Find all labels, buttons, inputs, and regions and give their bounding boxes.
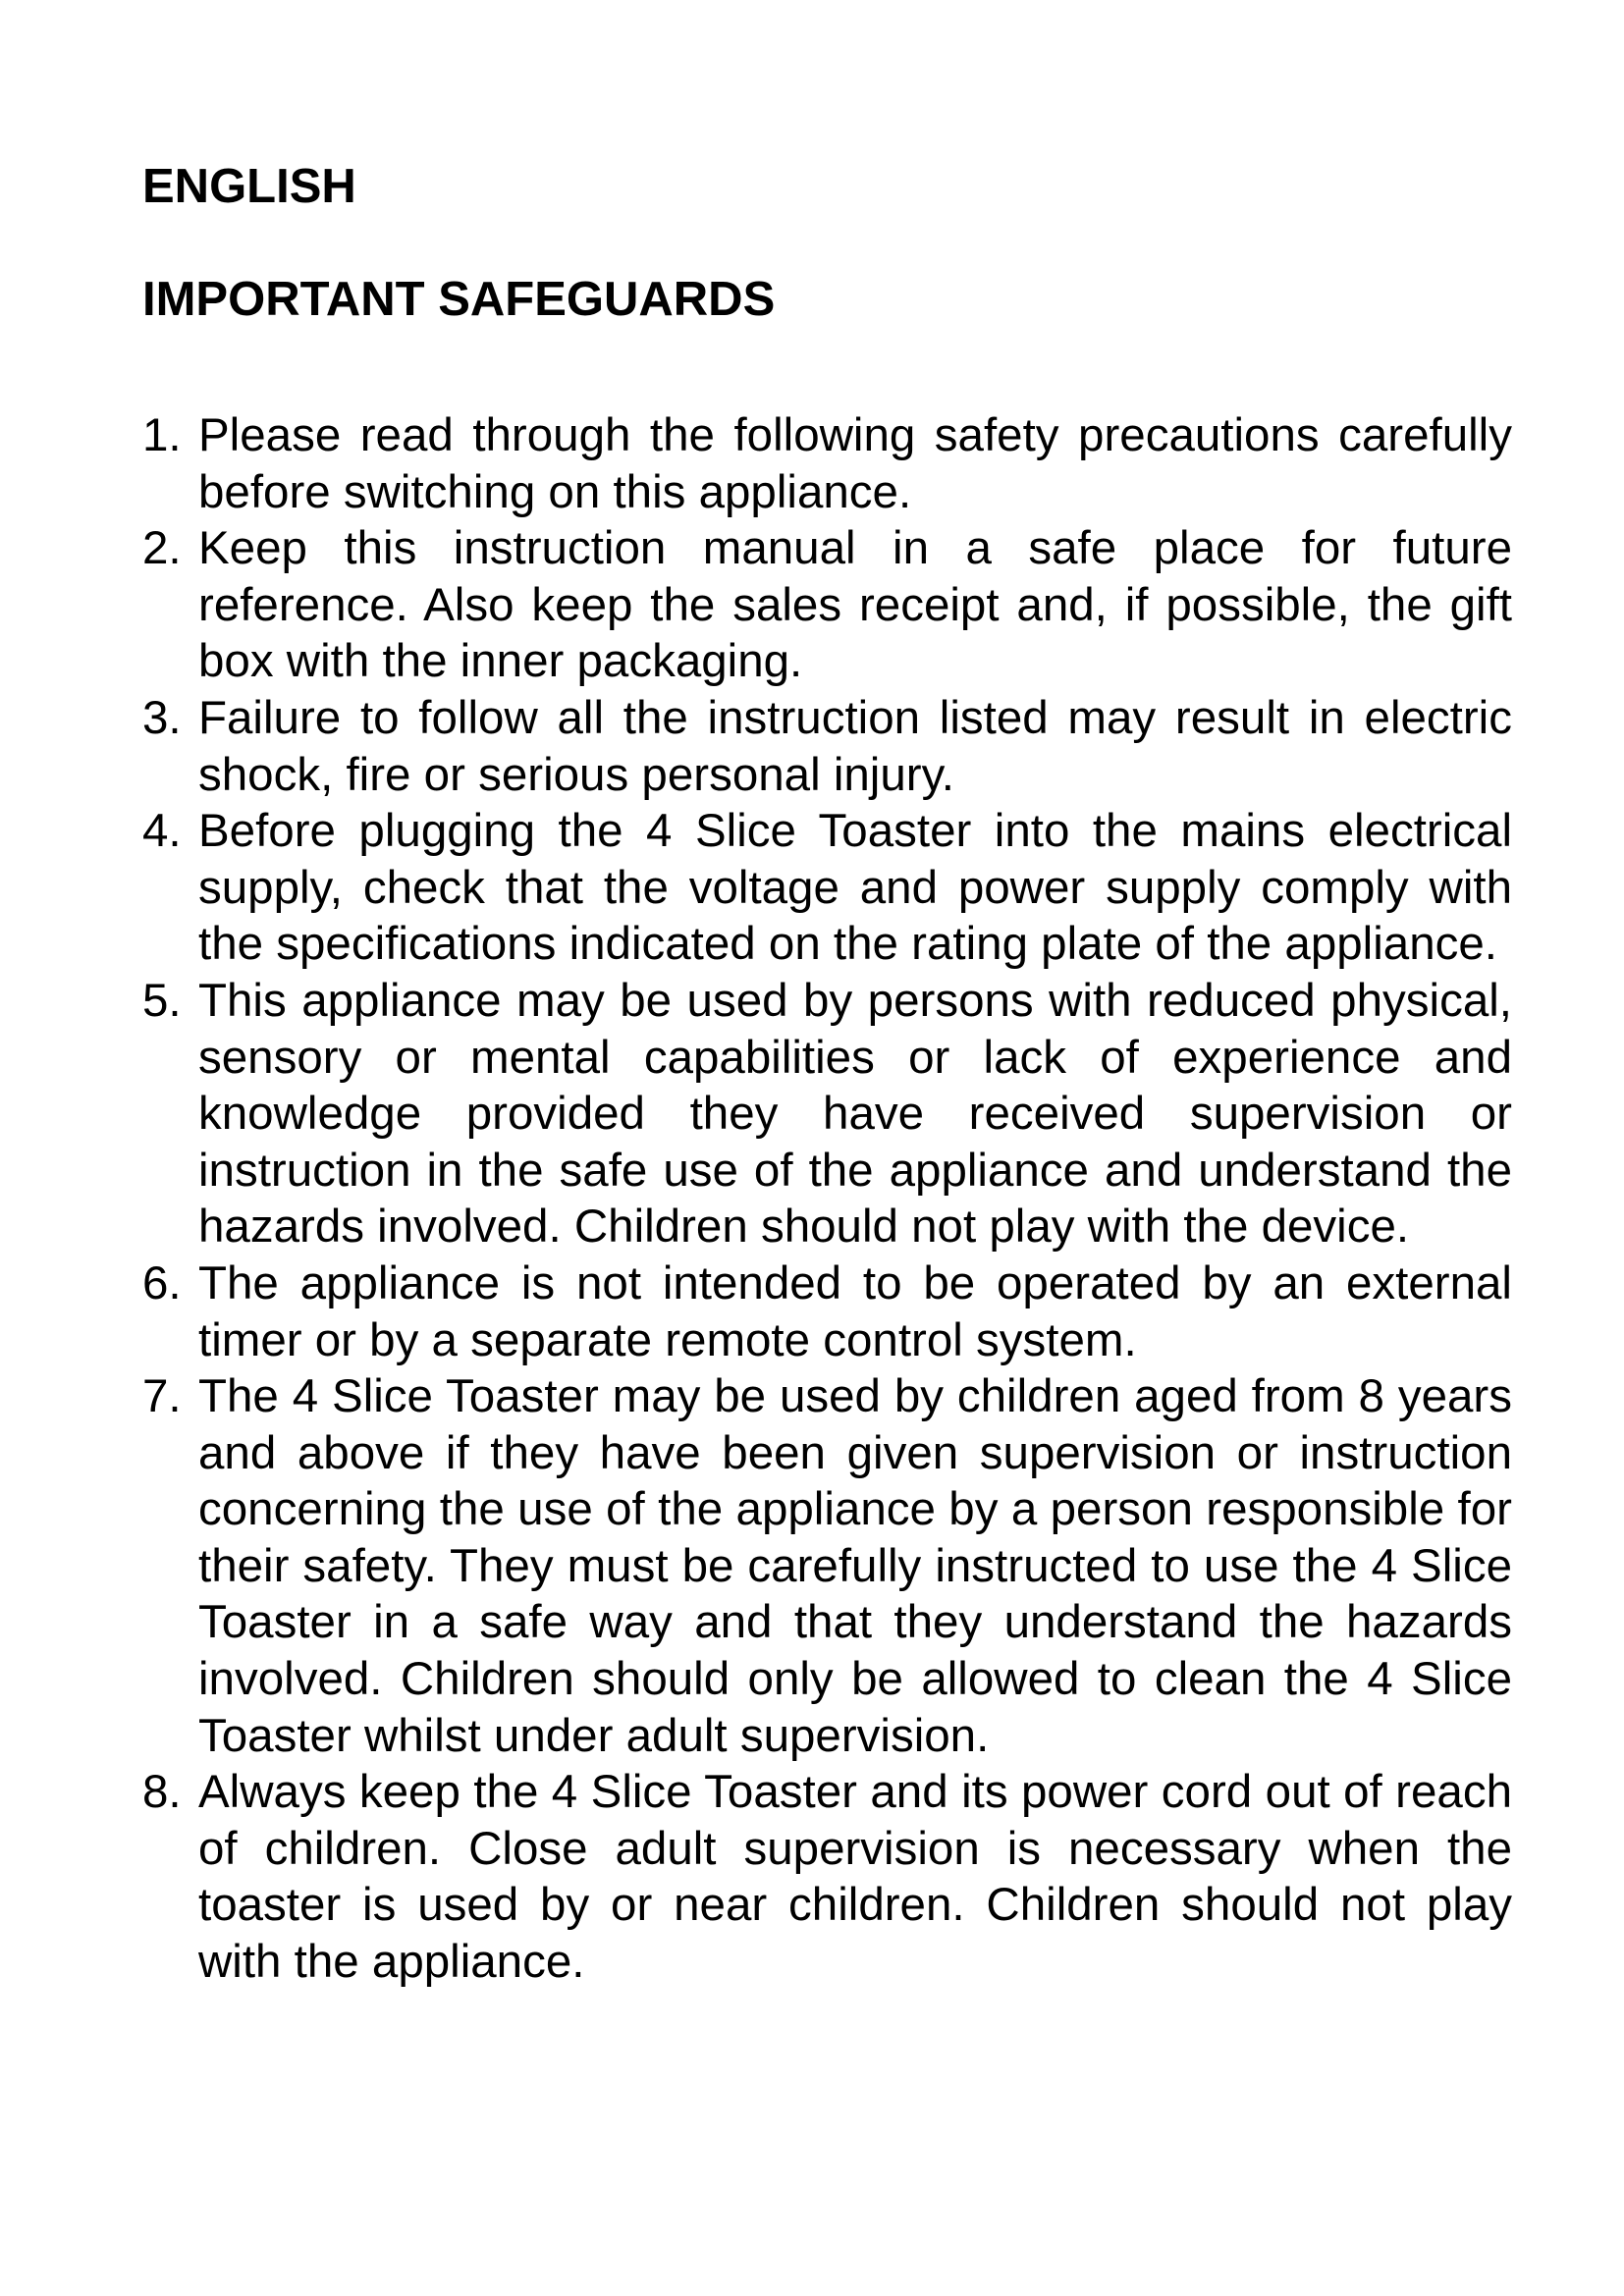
list-item bbox=[142, 1764, 1512, 1990]
safeguards-list bbox=[142, 407, 1512, 1991]
item-number: 8. bbox=[142, 1766, 182, 1819]
language-heading: ENGLISH bbox=[142, 160, 356, 213]
list-item bbox=[142, 520, 1512, 690]
item-text: Before plugging the 4 Slice Toaster into the mains electrical supply, check that the voltage and power supply comply with the specifications indicated on the rating plate of the appliance. bbox=[198, 805, 1512, 971]
item-number: 1. bbox=[142, 409, 182, 461]
item-text: The 4 Slice Toaster may be used by children aged from 8 years and above if they have been given supervision or instruction concerning the use of the appliance by a person responsible for their safety. They must be carefully instructed to use the 4 Slice Toaster in a safe way and that they understand the hazards involved. Children should only be allowed to clean the 4 Slice Toaster whilst under adult supervision. bbox=[198, 1370, 1512, 1762]
list-item bbox=[142, 1255, 1512, 1368]
item-number: 4. bbox=[142, 805, 182, 858]
item-number: 3. bbox=[142, 691, 182, 744]
item-text: Keep this instruction manual in a safe place for future reference. Also keep the sales receipt and, if possible, the gift box with the inner packaging. bbox=[198, 522, 1512, 688]
list-item bbox=[142, 803, 1512, 973]
list-item bbox=[142, 690, 1512, 803]
section-title: IMPORTANT SAFEGUARDS bbox=[142, 273, 776, 326]
item-number: 6. bbox=[142, 1256, 182, 1309]
item-text: The appliance is not intended to be operated by an external timer or by a separate remote control system. bbox=[198, 1256, 1512, 1366]
list-item bbox=[142, 1368, 1512, 1764]
item-number: 7. bbox=[142, 1370, 182, 1423]
item-text: Please read through the following safety precautions carefully before switching on this appliance. bbox=[198, 409, 1512, 518]
item-text: This appliance may be used by persons with reduced physical, sensory or mental capabilities or lack of experience and knowledge provided they have received supervision or instruction in the safe use of the appliance and understand the hazards involved. Children should not play with the device. bbox=[198, 974, 1512, 1254]
list-item bbox=[142, 407, 1512, 520]
item-text: Always keep the 4 Slice Toaster and its power cord out of reach of children. Close adult supervision is necessary when the toaster is used by or near children. Children should not play with the appliance. bbox=[198, 1766, 1512, 1989]
list-item bbox=[142, 973, 1512, 1255]
item-text: Failure to follow all the instruction listed may result in electric shock, fire or serious personal injury. bbox=[198, 691, 1512, 801]
item-number: 2. bbox=[142, 522, 182, 575]
item-number: 5. bbox=[142, 974, 182, 1027]
